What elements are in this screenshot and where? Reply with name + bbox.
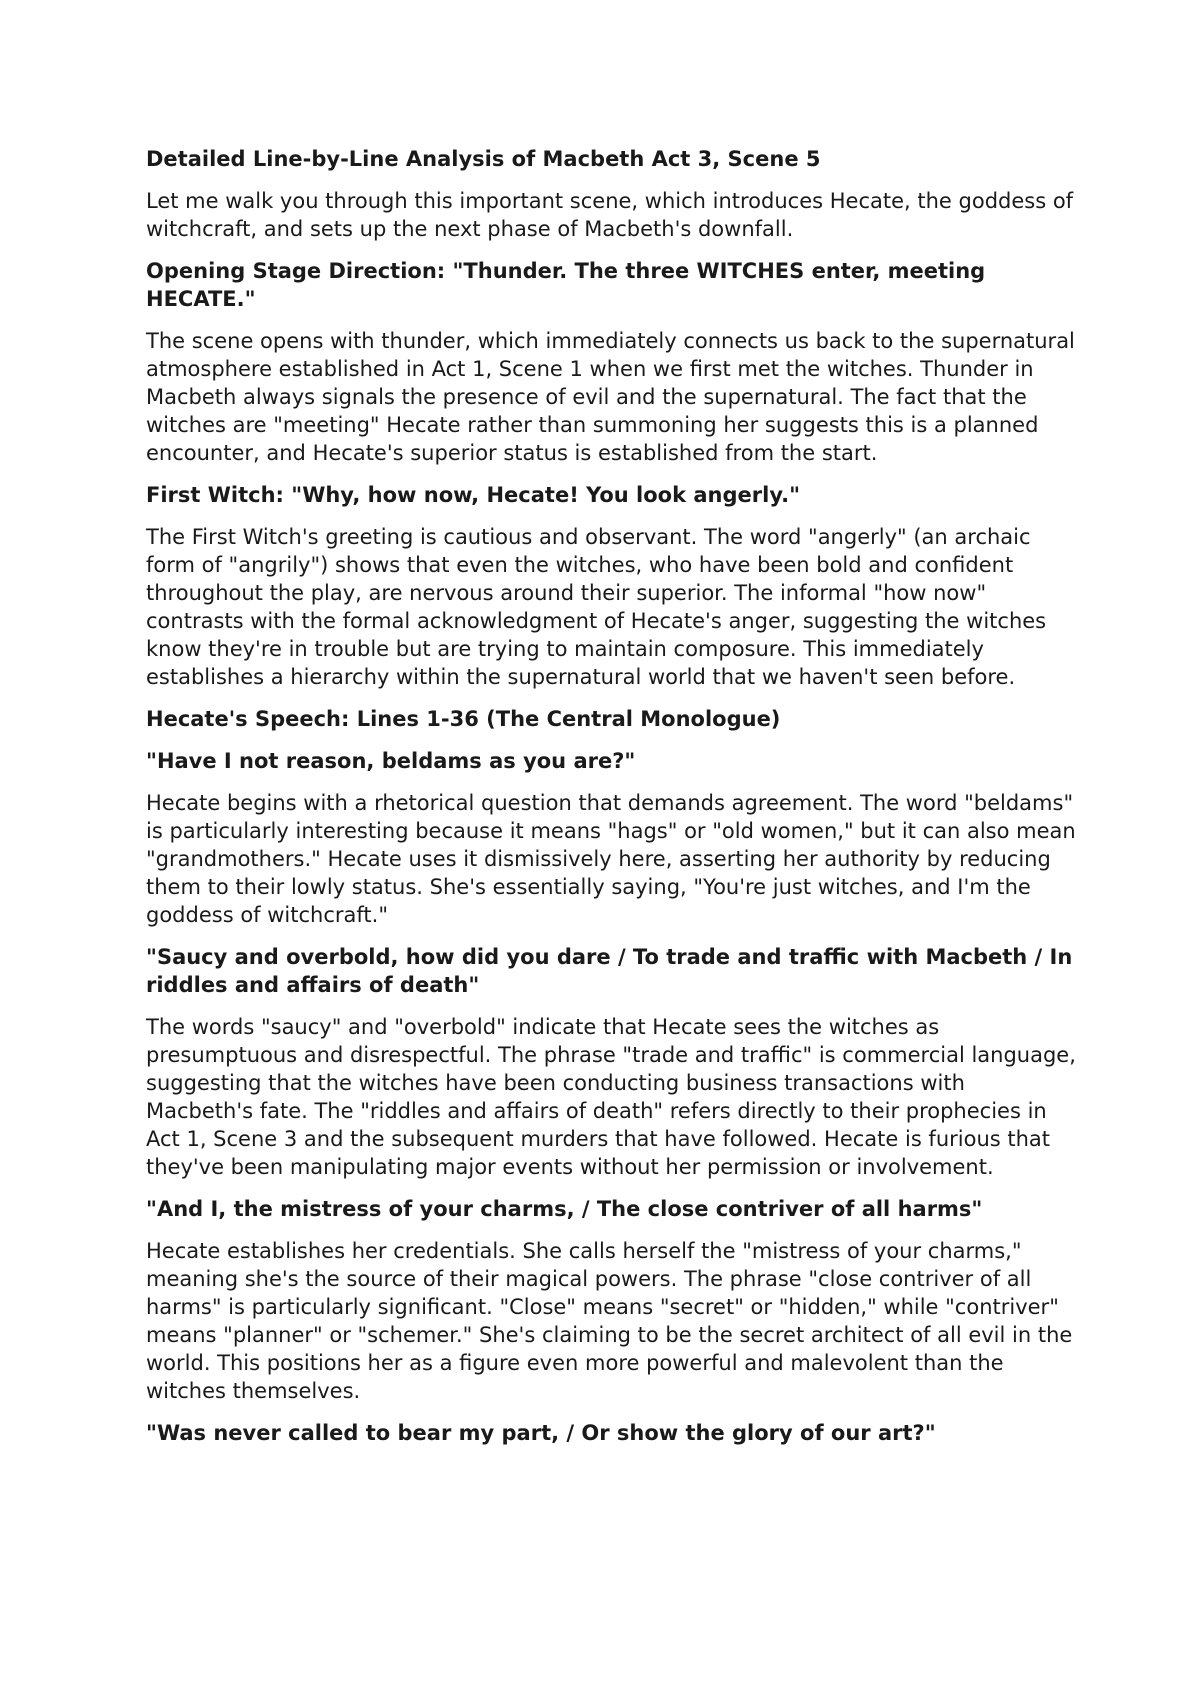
section-heading-hecate-speech: Hecate's Speech: Lines 1-36 (The Central Monologue): [146, 707, 781, 731]
section-body-mistress: Hecate establishes her credentials. She calls herself the "mistress of your charms," meaning she's the source of their magical powers. The phrase "close contriver of all harms" is particularly significant. "Close" means "secret" or "hidden," while "contriver" means "planner" or "schemer." She's claiming to be the secret architect of all evil in the world. This positions her as a figure even more powerful and malevolent than the witches themselves.: [146, 1239, 1073, 1403]
intro-paragraph: Let me walk you through this important scene, which introduces Hecate, the goddess of witchcraft, and sets up the next phase of Macbeth's downfall.: [146, 189, 1074, 241]
section-heading-stage-direction: Opening Stage Direction: "Thunder. The three WITCHES enter, meeting HECATE.": [146, 259, 986, 311]
section-body-beldams: Hecate begins with a rhetorical question that demands agreement. The word "beldams" is particularly interesting because it means "hags" or "old women," but it can also mean "grandmothers." Hecate uses it dismissively here, asserting her authority by reducing them to their lowly status. She's essentially saying, "You're just witches, and I'm the goddess of witchcraft.": [146, 791, 1076, 927]
section-heading-saucy: "Saucy and overbold, how did you dare / To trade and traffic with Macbeth / In riddles and affairs of death": [146, 945, 1073, 997]
section-heading-mistress: "And I, the mistress of your charms, / The close contriver of all harms": [146, 1197, 983, 1221]
section-heading-first-witch: First Witch: "Why, how now, Hecate! You look angerly.": [146, 483, 801, 507]
document-page: [146, 140, 1076, 1461]
document-title: Detailed Line-by-Line Analysis of Macbeth Act 3, Scene 5: [146, 147, 821, 171]
section-body-first-witch: The First Witch's greeting is cautious and observant. The word "angerly" (an archaic form of "angrily") shows that even the witches, who have been bold and confident throughout the play, are nervous around their superior. The informal "how now" contrasts with the formal acknowledgment of Hecate's anger, suggesting the witches know they're in trouble but are trying to maintain composure. This immediately establishes a hierarchy within the supernatural world that we haven't seen before.: [146, 525, 1047, 689]
section-body-stage-direction: The scene opens with thunder, which immediately connects us back to the supernatural atmosphere established in Act 1, Scene 1 when we first met the witches. Thunder in Macbeth always signals the presence of evil and the supernatural. The fact that the witches are "meeting" Hecate rather than summoning her suggests this is a planned encounter, and Hecate's superior status is established from the start.: [146, 329, 1075, 465]
section-heading-never-called: "Was never called to bear my part, / Or show the glory of our art?": [146, 1421, 936, 1445]
section-heading-beldams: "Have I not reason, beldams as you are?": [146, 749, 636, 773]
section-body-saucy: The words "saucy" and "overbold" indicate that Hecate sees the witches as presumptuous and disrespectful. The phrase "trade and traffic" is commercial language, suggesting that the witches have been conducting business transactions with Macbeth's fate. The "riddles and affairs of death" refers directly to their prophecies in Act 1, Scene 3 and the subsequent murders that have followed. Hecate is furious that they've been manipulating major events without her permission or involvement.: [146, 1015, 1076, 1179]
